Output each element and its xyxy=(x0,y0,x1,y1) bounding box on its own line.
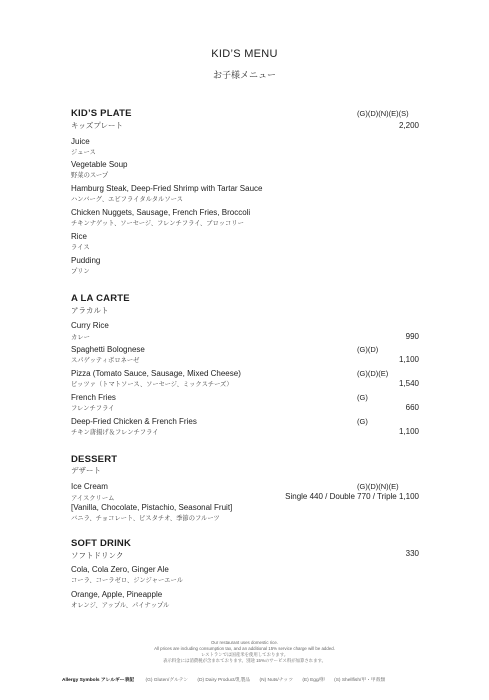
kids-item-pudding: Pudding xyxy=(71,256,101,265)
footer-line-tax: All prices are including consumption tax, and an additional 15% service charge will be added. xyxy=(154,646,335,651)
carte-item-fries-price: 660 xyxy=(405,403,419,412)
soft-drink-item-cola: Cola, Cola Zero, Ginger Ale xyxy=(71,565,169,574)
allergy-label: Allergy Symbols アレルギー表記 xyxy=(62,678,135,683)
footer-line-rice: Our restaurant uses domestic rice. xyxy=(210,640,279,645)
menu-title: KID’S MENU xyxy=(211,48,278,60)
allergy-dairy: (D) Dairy Product/乳製品 xyxy=(197,678,251,683)
soft-drink-price: 330 xyxy=(405,549,419,558)
kids-item-juice-ja: ジュース xyxy=(71,149,96,156)
kids-item-rice-ja: ライス xyxy=(71,244,90,251)
carte-item-spaghetti-allergens: (G)(D) xyxy=(357,345,379,354)
dessert-subtitle: デザート xyxy=(71,466,101,475)
dessert-flavors: [Vanilla, Chocolate, Pistachio, Seasonal Fruit] xyxy=(71,503,233,512)
carte-item-spaghetti: Spaghetti Bolognese xyxy=(71,345,145,354)
carte-item-curry-ja: カレー xyxy=(71,334,90,341)
allergy-egg: (E) Egg/卵 xyxy=(302,678,325,683)
carte-item-curry: Curry Rice xyxy=(71,321,109,330)
kids-item-pudding-ja: プリン xyxy=(71,268,90,275)
carte-item-spaghetti-price: 1,100 xyxy=(398,355,419,364)
kids-item-juice: Juice xyxy=(71,137,90,146)
carte-item-chicken-price: 1,100 xyxy=(398,427,419,436)
kids-plate-allergens: (G)(D)(N)(E)(S) xyxy=(357,109,409,118)
carte-item-curry-price: 990 xyxy=(405,332,419,341)
a-la-carte-title: A LA CARTE xyxy=(71,293,130,304)
kids-plate-subtitle: キッズプレート xyxy=(71,121,124,130)
a-la-carte-subtitle: アラカルト xyxy=(71,306,109,315)
dessert-item-ice-cream: Ice Cream xyxy=(71,482,108,491)
soft-drink-item-cola-ja: コーラ、コーラゼロ、ジンジャーエール xyxy=(71,577,184,584)
allergy-shellfish: (S) Shellfish/甲・甲殻類 xyxy=(334,678,386,683)
allergy-nuts: (N) Nuts/ナッツ xyxy=(259,678,294,683)
carte-item-pizza: Pizza (Tomato Sauce, Sausage, Mixed Cheese) xyxy=(71,369,241,378)
kids-item-nuggets-ja: チキンナゲット、ソーセージ、フレンチフライ、ブロッコリー xyxy=(71,220,244,227)
dessert-price: Single 440 / Double 770 / Triple 1,100 xyxy=(285,492,419,501)
dessert-item-ice-cream-ja: アイスクリーム xyxy=(71,495,115,502)
carte-item-chicken: Deep-Fried Chicken & French Fries xyxy=(71,417,197,426)
carte-item-fries-allergens: (G) xyxy=(357,393,368,402)
carte-item-spaghetti-ja: スパゲッティボロネーゼ xyxy=(71,357,140,364)
soft-drink-title: SOFT DRINK xyxy=(71,538,132,549)
carte-item-fries-ja: フレンチフライ xyxy=(71,405,115,412)
soft-drink-subtitle: ソフトドリンク xyxy=(71,551,124,560)
allergy-legend xyxy=(62,676,385,683)
carte-item-chicken-ja: チキン唐揚げ＆フレンチフライ xyxy=(71,429,159,436)
carte-item-pizza-price: 1,540 xyxy=(398,379,419,388)
soft-drink-item-juice: Orange, Apple, Pineapple xyxy=(71,590,163,599)
kids-item-rice: Rice xyxy=(71,232,88,241)
menu-subtitle: お子様メニュー xyxy=(212,70,276,80)
dessert-title: DESSERT xyxy=(71,454,118,465)
kids-item-soup-ja: 野菜のスープ xyxy=(71,172,109,179)
carte-item-chicken-allergens: (G) xyxy=(357,417,368,426)
carte-item-fries: French Fries xyxy=(71,393,116,402)
dessert-flavors-ja: バニラ、チョコレート、ピスタチオ、季節のフルーツ xyxy=(71,515,220,522)
dessert-allergens: (G)(D)(N)(E) xyxy=(357,482,399,491)
allergy-gluten: (G) Gluten/グルテン xyxy=(145,678,189,683)
kids-plate-price: 2,200 xyxy=(398,121,419,130)
kids-plate-title: KID’S PLATE xyxy=(71,108,132,119)
kids-item-nuggets: Chicken Nuggets, Sausage, French Fries, Broccoli xyxy=(71,208,251,217)
kids-item-soup: Vegetable Soup xyxy=(71,160,128,169)
footer-line-rice-ja: レストランでは国産米を使用しております。 xyxy=(200,652,289,657)
carte-item-pizza-allergens: (G)(D)(E) xyxy=(357,369,389,378)
footer-line-tax-ja: 表示料金には消費税が含まれております。別途 15%のサービス料が加算されます。 xyxy=(163,658,326,663)
carte-item-pizza-ja: ピッツァ（トマトソース、ソーセージ、ミックスチーズ） xyxy=(71,381,233,388)
kids-item-hamburg: Hamburg Steak, Deep-Fried Shrimp with Tartar Sauce xyxy=(71,184,263,193)
kids-item-hamburg-ja: ハンバーグ、エビフライタルタルソース xyxy=(71,196,183,203)
soft-drink-item-juice-ja: オレンジ、アップル、パイナップル xyxy=(71,602,170,609)
